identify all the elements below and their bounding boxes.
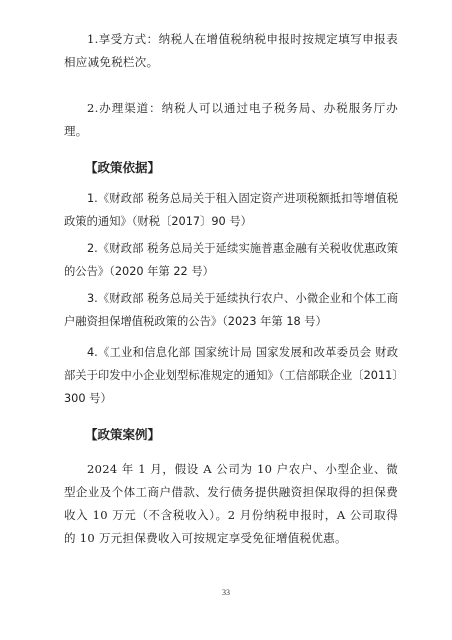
page-number: 33 [222,588,230,597]
basis-item-4: 4.《工业和信息化部 国家统计局 国家发展和改革委员会 财政部关于印发中小企业划型标准规定的通知》（工信部联企业〔2011〕300 号） [64,346,398,405]
basis-item-1: 1.《财政部 税务总局关于租入固定资产进项税额抵扣等增值税政策的通知》（财税〔2017〕90 号） [64,192,398,228]
enjoy-method-paragraph: 1.享受方式：纳税人在增值税纳税申报时按规定填写申报表相应减免税栏次。 [64,32,398,69]
policy-basis-heading: 【政策依据】 [85,160,161,175]
basis-item-2: 2.《财政部 税务总局关于延续实施普惠金融有关税收优惠政策的公告》（2020 年第 22 号） [64,242,398,278]
basis-item-3: 3.《财政部 税务总局关于延续执行农户、小微企业和个体工商户融资担保增值税政策的公告》（2023 年第 18 号） [64,292,398,328]
policy-case-heading: 【政策案例】 [85,427,161,442]
enjoy-channel-paragraph: 2.办理渠道：纳税人可以通过电子税务局、办税服务厅办理。 [64,101,398,138]
policy-case-paragraph: 2024 年 1 月，假设 A 公司为 10 户农户、小型企业、微型企业及个体工商户借款、发行债务提供融资担保取得的担保费收入 10 万元（不含税收入）。2 月份纳税申报时，A 公司取得的 10 万元担保费收入可按规定享受免征增值税优惠。 [64,462,398,545]
